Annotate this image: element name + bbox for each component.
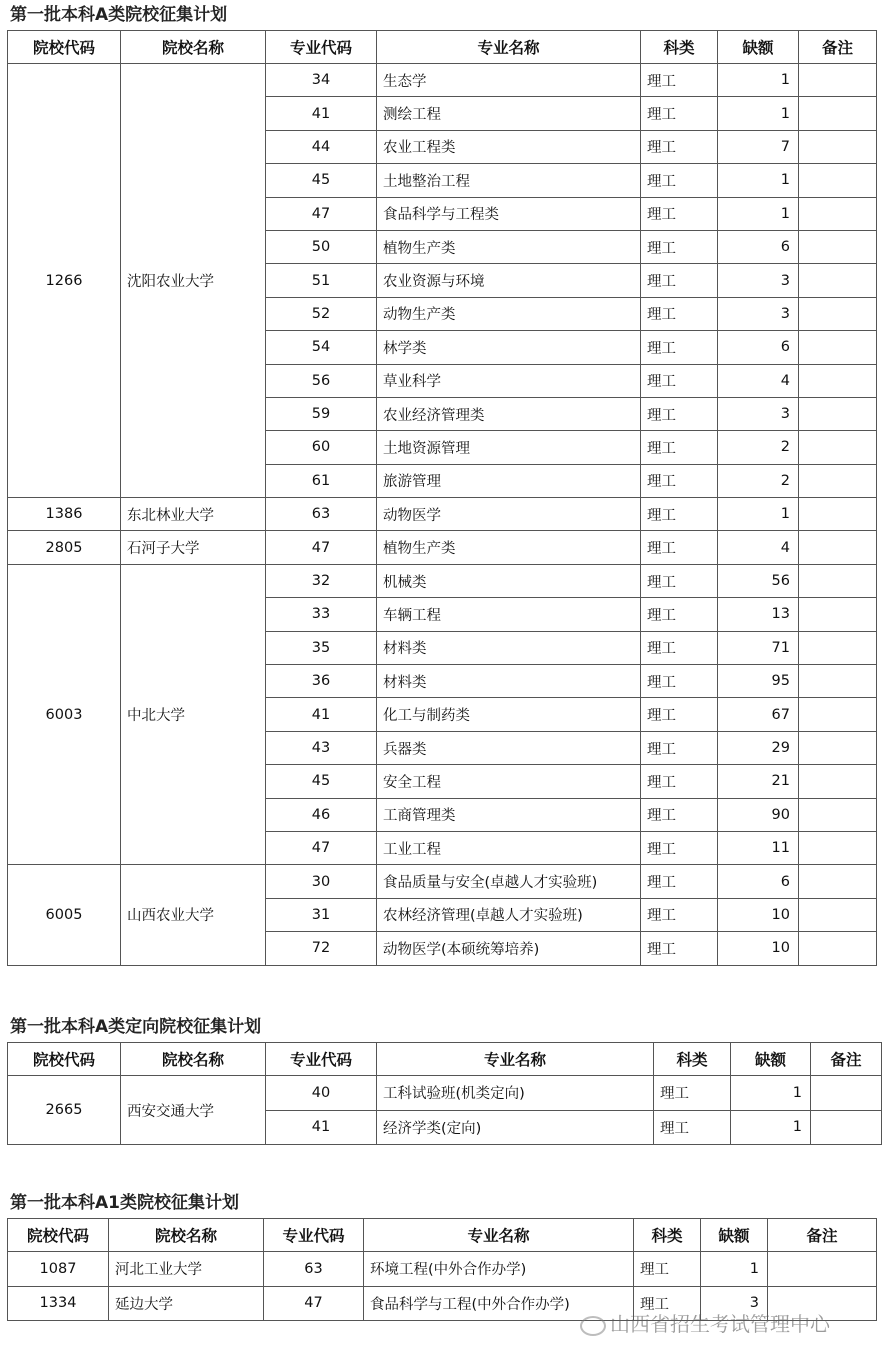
major-name-cell: 安全工程 xyxy=(377,765,641,798)
vacancy-cell: 90 xyxy=(718,798,799,831)
table-row xyxy=(8,564,877,597)
subject-type-cell: 理工 xyxy=(641,164,718,197)
vacancy-cell: 6 xyxy=(718,230,799,263)
header-major-code: 专业代码 xyxy=(264,1219,364,1252)
header-school-name: 院校名称 xyxy=(121,31,266,64)
subject-type-cell: 理工 xyxy=(641,431,718,464)
major-name-cell: 食品科学与工程(中外合作办学) xyxy=(364,1286,634,1321)
school-name-cell: 延边大学 xyxy=(109,1286,264,1321)
header-notes: 备注 xyxy=(799,31,877,64)
major-name-cell: 草业科学 xyxy=(377,364,641,397)
vacancy-cell: 3 xyxy=(701,1286,768,1321)
notes-cell xyxy=(799,297,877,330)
plan-table xyxy=(7,1042,882,1145)
notes-cell xyxy=(799,865,877,898)
notes-cell xyxy=(799,130,877,163)
major-code-cell: 43 xyxy=(266,731,377,764)
header-major-name: 专业名称 xyxy=(364,1219,634,1252)
school-code-cell: 6005 xyxy=(8,865,121,965)
major-code-cell: 61 xyxy=(266,464,377,497)
major-name-cell: 环境工程(中外合作办学) xyxy=(364,1252,634,1287)
major-code-cell: 63 xyxy=(266,498,377,531)
major-name-cell: 植物生产类 xyxy=(377,531,641,564)
vacancy-cell: 3 xyxy=(718,397,799,430)
major-name-cell: 工商管理类 xyxy=(377,798,641,831)
notes-cell xyxy=(799,698,877,731)
notes-cell xyxy=(799,331,877,364)
vacancy-cell: 1 xyxy=(718,197,799,230)
vacancy-cell: 1 xyxy=(718,97,799,130)
table-row xyxy=(8,865,877,898)
header-school-code: 院校代码 xyxy=(8,31,121,64)
school-code-cell: 1386 xyxy=(8,498,121,531)
subject-type-cell: 理工 xyxy=(641,64,718,97)
table-row xyxy=(8,64,877,97)
subject-type-cell: 理工 xyxy=(641,498,718,531)
vacancy-cell: 2 xyxy=(718,464,799,497)
major-code-cell: 45 xyxy=(266,164,377,197)
table-row xyxy=(8,1076,882,1111)
notes-cell xyxy=(799,898,877,931)
major-code-cell: 47 xyxy=(264,1286,364,1321)
vacancy-cell: 1 xyxy=(718,64,799,97)
vacancy-cell: 56 xyxy=(718,564,799,597)
header-school-code: 院校代码 xyxy=(8,1043,121,1076)
notes-cell xyxy=(799,431,877,464)
vacancy-cell: 21 xyxy=(718,765,799,798)
notes-cell xyxy=(799,97,877,130)
vacancy-cell: 6 xyxy=(718,865,799,898)
notes-cell xyxy=(799,831,877,864)
major-code-cell: 52 xyxy=(266,297,377,330)
subject-type-cell: 理工 xyxy=(641,531,718,564)
vacancy-cell: 13 xyxy=(718,598,799,631)
major-name-cell: 土地整治工程 xyxy=(377,164,641,197)
header-vacancy: 缺额 xyxy=(718,31,799,64)
major-name-cell: 旅游管理 xyxy=(377,464,641,497)
vacancy-cell: 1 xyxy=(701,1252,768,1287)
vacancy-cell: 4 xyxy=(718,364,799,397)
major-code-cell: 63 xyxy=(264,1252,364,1287)
notes-cell xyxy=(799,464,877,497)
notes-cell xyxy=(799,264,877,297)
school-name-cell: 东北林业大学 xyxy=(121,498,266,531)
header-major-name: 专业名称 xyxy=(377,31,641,64)
subject-type-cell: 理工 xyxy=(641,865,718,898)
subject-type-cell: 理工 xyxy=(641,197,718,230)
major-code-cell: 50 xyxy=(266,230,377,263)
school-code-cell: 6003 xyxy=(8,564,121,865)
major-code-cell: 41 xyxy=(266,97,377,130)
major-code-cell: 44 xyxy=(266,130,377,163)
table-row xyxy=(8,1252,877,1287)
vacancy-cell: 67 xyxy=(718,698,799,731)
notes-cell xyxy=(799,364,877,397)
major-code-cell: 46 xyxy=(266,798,377,831)
subject-type-cell: 理工 xyxy=(641,130,718,163)
school-name-cell: 中北大学 xyxy=(121,564,266,865)
notes-cell xyxy=(811,1110,882,1145)
major-code-cell: 35 xyxy=(266,631,377,664)
major-name-cell: 生态学 xyxy=(377,64,641,97)
subject-type-cell: 理工 xyxy=(641,264,718,297)
major-name-cell: 农业经济管理类 xyxy=(377,397,641,430)
header-notes: 备注 xyxy=(768,1219,877,1252)
table-row xyxy=(8,531,877,564)
notes-cell xyxy=(799,564,877,597)
subject-type-cell: 理工 xyxy=(634,1286,701,1321)
header-subject-type: 科类 xyxy=(654,1043,731,1076)
notes-cell xyxy=(799,932,877,965)
major-name-cell: 车辆工程 xyxy=(377,598,641,631)
notes-cell xyxy=(799,197,877,230)
major-name-cell: 工业工程 xyxy=(377,831,641,864)
vacancy-cell: 4 xyxy=(718,531,799,564)
section-title: 第一批本科A类院校征集计划 xyxy=(10,5,228,25)
table-header-row xyxy=(8,1043,882,1076)
subject-type-cell: 理工 xyxy=(641,932,718,965)
subject-type-cell: 理工 xyxy=(654,1110,731,1145)
school-name-cell: 西安交通大学 xyxy=(121,1076,266,1145)
vacancy-cell: 1 xyxy=(718,498,799,531)
major-name-cell: 工科试验班(机类定向) xyxy=(377,1076,654,1111)
subject-type-cell: 理工 xyxy=(641,397,718,430)
major-name-cell: 兵器类 xyxy=(377,731,641,764)
major-code-cell: 40 xyxy=(266,1076,377,1111)
header-subject-type: 科类 xyxy=(641,31,718,64)
major-code-cell: 41 xyxy=(266,1110,377,1145)
subject-type-cell: 理工 xyxy=(641,665,718,698)
notes-cell xyxy=(799,598,877,631)
vacancy-cell: 1 xyxy=(731,1076,811,1111)
major-code-cell: 36 xyxy=(266,665,377,698)
vacancy-cell: 7 xyxy=(718,130,799,163)
header-vacancy: 缺额 xyxy=(731,1043,811,1076)
major-name-cell: 农林经济管理(卓越人才实验班) xyxy=(377,898,641,931)
header-major-code: 专业代码 xyxy=(266,31,377,64)
vacancy-cell: 10 xyxy=(718,898,799,931)
subject-type-cell: 理工 xyxy=(641,798,718,831)
vacancy-cell: 6 xyxy=(718,331,799,364)
header-subject-type: 科类 xyxy=(634,1219,701,1252)
notes-cell xyxy=(768,1252,877,1287)
section-title: 第一批本科A类定向院校征集计划 xyxy=(10,1017,262,1037)
plan-table xyxy=(7,1218,877,1321)
school-code-cell: 1087 xyxy=(8,1252,109,1287)
school-name-cell: 山西农业大学 xyxy=(121,865,266,965)
major-code-cell: 56 xyxy=(266,364,377,397)
table-header-row xyxy=(8,31,877,64)
major-code-cell: 72 xyxy=(266,932,377,965)
notes-cell xyxy=(799,765,877,798)
subject-type-cell: 理工 xyxy=(641,230,718,263)
notes-cell xyxy=(799,665,877,698)
notes-cell xyxy=(799,631,877,664)
header-school-name: 院校名称 xyxy=(121,1043,266,1076)
school-code-cell: 2805 xyxy=(8,531,121,564)
major-code-cell: 41 xyxy=(266,698,377,731)
major-name-cell: 动物生产类 xyxy=(377,297,641,330)
plan-table xyxy=(7,30,877,966)
major-name-cell: 动物医学(本硕统筹培养) xyxy=(377,932,641,965)
notes-cell xyxy=(799,498,877,531)
subject-type-cell: 理工 xyxy=(634,1252,701,1287)
school-name-cell: 石河子大学 xyxy=(121,531,266,564)
major-code-cell: 54 xyxy=(266,331,377,364)
major-name-cell: 农业资源与环境 xyxy=(377,264,641,297)
major-name-cell: 食品科学与工程类 xyxy=(377,197,641,230)
vacancy-cell: 11 xyxy=(718,831,799,864)
major-name-cell: 土地资源管理 xyxy=(377,431,641,464)
notes-cell xyxy=(799,731,877,764)
school-code-cell: 2665 xyxy=(8,1076,121,1145)
header-vacancy: 缺额 xyxy=(701,1219,768,1252)
school-name-cell: 河北工业大学 xyxy=(109,1252,264,1287)
notes-cell xyxy=(811,1076,882,1111)
major-code-cell: 60 xyxy=(266,431,377,464)
vacancy-cell: 29 xyxy=(718,731,799,764)
header-school-code: 院校代码 xyxy=(8,1219,109,1252)
subject-type-cell: 理工 xyxy=(641,731,718,764)
major-code-cell: 30 xyxy=(266,865,377,898)
major-code-cell: 32 xyxy=(266,564,377,597)
major-code-cell: 59 xyxy=(266,397,377,430)
major-name-cell: 食品质量与安全(卓越人才实验班) xyxy=(377,865,641,898)
vacancy-cell: 2 xyxy=(718,431,799,464)
major-name-cell: 材料类 xyxy=(377,665,641,698)
vacancy-cell: 71 xyxy=(718,631,799,664)
major-name-cell: 农业工程类 xyxy=(377,130,641,163)
school-code-cell: 1266 xyxy=(8,64,121,498)
subject-type-cell: 理工 xyxy=(641,297,718,330)
major-code-cell: 47 xyxy=(266,531,377,564)
major-name-cell: 林学类 xyxy=(377,331,641,364)
watermark xyxy=(580,1308,830,1337)
school-code-cell: 1334 xyxy=(8,1286,109,1321)
vacancy-cell: 3 xyxy=(718,297,799,330)
notes-cell xyxy=(799,798,877,831)
major-code-cell: 31 xyxy=(266,898,377,931)
subject-type-cell: 理工 xyxy=(641,464,718,497)
major-name-cell: 化工与制药类 xyxy=(377,698,641,731)
subject-type-cell: 理工 xyxy=(641,364,718,397)
notes-cell xyxy=(799,164,877,197)
table-header-row xyxy=(8,1219,877,1252)
major-name-cell: 经济学类(定向) xyxy=(377,1110,654,1145)
subject-type-cell: 理工 xyxy=(641,631,718,664)
subject-type-cell: 理工 xyxy=(641,831,718,864)
header-notes: 备注 xyxy=(811,1043,882,1076)
school-name-cell: 沈阳农业大学 xyxy=(121,64,266,498)
table-row xyxy=(8,498,877,531)
notes-cell xyxy=(799,64,877,97)
subject-type-cell: 理工 xyxy=(641,898,718,931)
subject-type-cell: 理工 xyxy=(641,698,718,731)
subject-type-cell: 理工 xyxy=(641,598,718,631)
vacancy-cell: 10 xyxy=(718,932,799,965)
major-code-cell: 33 xyxy=(266,598,377,631)
subject-type-cell: 理工 xyxy=(641,765,718,798)
section-title: 第一批本科A1类院校征集计划 xyxy=(10,1193,239,1213)
header-major-name: 专业名称 xyxy=(377,1043,654,1076)
subject-type-cell: 理工 xyxy=(654,1076,731,1111)
vacancy-cell: 3 xyxy=(718,264,799,297)
notes-cell xyxy=(799,397,877,430)
subject-type-cell: 理工 xyxy=(641,564,718,597)
section-a-directed xyxy=(0,1012,883,1145)
major-code-cell: 51 xyxy=(266,264,377,297)
wechat-icon xyxy=(580,1316,606,1336)
major-code-cell: 45 xyxy=(266,765,377,798)
major-name-cell: 材料类 xyxy=(377,631,641,664)
header-school-name: 院校名称 xyxy=(109,1219,264,1252)
notes-cell xyxy=(799,230,877,263)
vacancy-cell: 95 xyxy=(718,665,799,698)
subject-type-cell: 理工 xyxy=(641,97,718,130)
major-code-cell: 47 xyxy=(266,831,377,864)
vacancy-cell: 1 xyxy=(718,164,799,197)
subject-type-cell: 理工 xyxy=(641,331,718,364)
major-name-cell: 植物生产类 xyxy=(377,230,641,263)
header-major-code: 专业代码 xyxy=(266,1043,377,1076)
section-a1 xyxy=(0,1188,883,1321)
major-code-cell: 34 xyxy=(266,64,377,97)
watermark-text: 山西省招生考试管理中心 xyxy=(610,1312,830,1336)
major-name-cell: 测绘工程 xyxy=(377,97,641,130)
major-name-cell: 动物医学 xyxy=(377,498,641,531)
notes-cell xyxy=(799,531,877,564)
vacancy-cell: 1 xyxy=(731,1110,811,1145)
major-name-cell: 机械类 xyxy=(377,564,641,597)
major-code-cell: 47 xyxy=(266,197,377,230)
